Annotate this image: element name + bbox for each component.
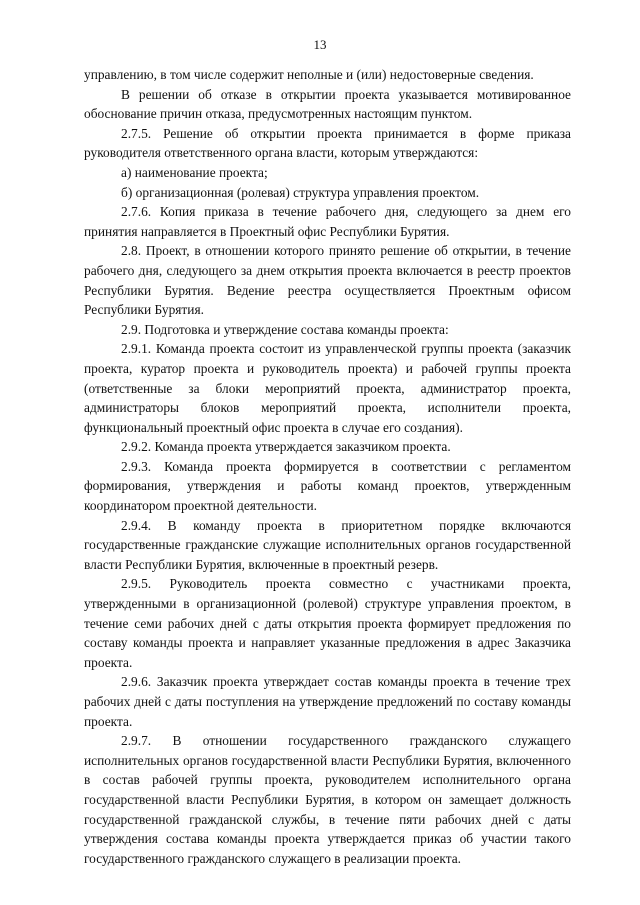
paragraph-2-9-7: 2.9.7. В отношении государственного гражданского служащего исполнительных органов государственной власти Республики Бурятия, включенного в состав рабочей группы проекта, руководителем исполнительного органа государственной власти Республики Бурятия, в котором он замещает должность государственной гражданской службы, в течение пяти рабочих дней с даты утверждения состава команды проекта утверждается приказ об участии такого государственного гражданского служащего в реализации проекта. [84,733,571,866]
document-body [84,65,571,868]
paragraph-2-9: 2.9. Подготовка и утверждение состава команды проекта: [121,321,449,337]
paragraph-2-9-1: 2.9.1. Команда проекта состоит из управленческой группы проекта (заказчик проекта, куратор проекта и руководитель проекта) и рабочей группы проекта (ответственные за блоки мероприятий проекта, администратор проекта, администраторы блоков мероприятий проекта, исполнители проекта, функциональный проектный офис проекта в случае его создания). [84,341,571,435]
page-number: 13 [313,37,327,52]
paragraph-2-9-4: 2.9.4. В команду проекта в приоритетном порядке включаются государственные гражданские служащие исполнительных органов государственной власти Республики Бурятия, включенные в проектный резерв. [84,517,571,572]
paragraph-2-9-2: 2.9.2. Команда проекта утверждается заказчиком проекта. [121,439,451,455]
paragraph-2-7-6: 2.7.6. Копия приказа в течение рабочего дня, следующего за днем его принятия направляется в Проектный офис Республики Бурятия. [84,204,571,239]
paragraph-continuation: управлению, в том числе содержит неполные и (или) недостоверные сведения. [84,67,534,82]
paragraph-2-9-6: 2.9.6. Заказчик проекта утверждает состав команды проекта в течение трех рабочих дней с даты поступления на утверждение предложений по составу команды проекта. [84,674,571,729]
paragraph-2-8: 2.8. Проект, в отношении которого принято решение об открытии, в течение рабочего дня, следующего за днем открытия проекта включается в реестр проектов Республики Бурятия. Ведение реестра осуществляется Проектным офисом Республики Бурятия. [84,243,571,318]
paragraph-refusal-justification: В решении об отказе в открытии проекта указывается мотивированное обоснование причин отказа, предусмотренных настоящим пунктом. [84,86,571,122]
paragraph-2-9-3: 2.9.3. Команда проекта формируется в соответствии с регламентом формирования, утверждения и работы команд проектов, утвержденным координатором проектной деятельности. [84,458,571,514]
paragraph-2-9-5: 2.9.5. Руководитель проекта совместно с участниками проекта, утвержденными в организационной (ролевой) структуре управления проектом, в течение семи рабочих дней с даты открытия проекта формирует предложения по составу команды проекта и направляет указанные предложения в адрес Заказчика проекта. [84,576,571,670]
paragraph-2-7-5: 2.7.5. Решение об открытии проекта принимается в форме приказа руководителя ответственного органа власти, которым утверждаются: [84,125,571,161]
list-item-b: б) организационная (ролевая) структура управления проектом. [121,184,480,200]
list-item-a: а) наименование проекта; [121,164,268,180]
